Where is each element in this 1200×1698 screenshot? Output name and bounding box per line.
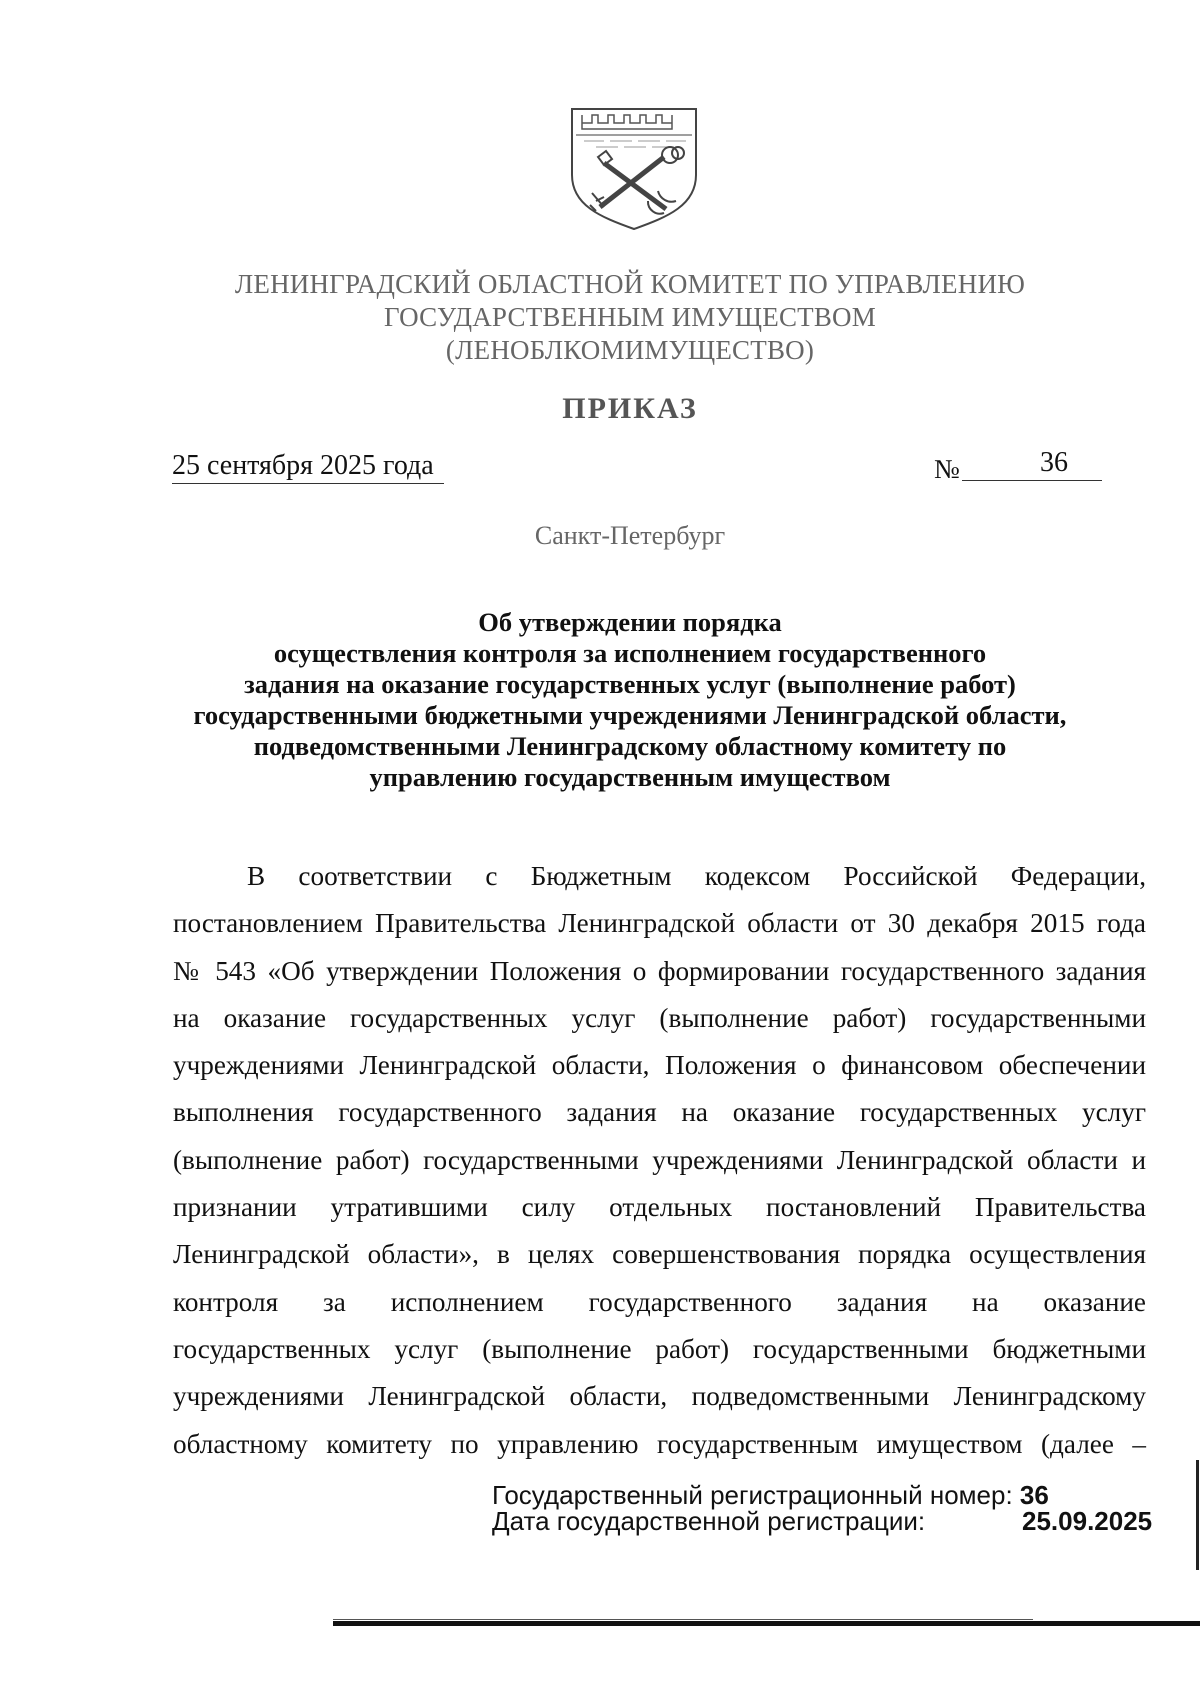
title-line: подведомственными Ленинградскому областному комитету по: [253, 731, 1007, 761]
scan-edge: [333, 1621, 1200, 1626]
body-line: на оказание государственных услуг (выполнение работ) государственными: [173, 1002, 1146, 1033]
document-date: 25 сентября 2025 года: [172, 449, 444, 484]
coat-of-arms-icon: [568, 105, 700, 233]
registration-date-label: Дата государственной регистрации:: [492, 1506, 926, 1536]
body-line: выполнения государственного задания на оказание государственных услуг: [173, 1097, 1146, 1128]
body-line: контроля за исполнением государственного задания на оказание: [173, 1286, 1146, 1317]
body-paragraph: [173, 853, 1146, 1468]
city: Санкт-Петербург: [534, 521, 726, 550]
title-line: управлению государственным имуществом: [369, 762, 891, 792]
body-line: (выполнение работ) государственными учреждениями Ленинградской области и: [173, 1144, 1146, 1175]
title-line: осуществления контроля за исполнением государственного: [273, 638, 987, 668]
body-line: областному комитету по управлению государственным имуществом (далее –: [173, 1428, 1146, 1459]
body-line: В соответствии с Бюджетным кодексом Российской Федерации,: [247, 861, 1146, 891]
agency-line: ЛЕНИНГРАДСКИЙ ОБЛАСТНОЙ КОМИТЕТ ПО УПРАВЛЕНИЮ: [234, 269, 1026, 299]
body-line: № 543 «Об утверждении Положения о формировании государственного задания: [173, 955, 1146, 986]
body-line: государственных услуг (выполнение работ) государственными бюджетными: [173, 1333, 1146, 1364]
body-line: признании утратившими силу отдельных постановлений Правительства: [173, 1192, 1146, 1223]
body-line: постановлением Правительства Ленинградской области от 30 декабря 2015 года: [173, 908, 1146, 939]
agency-line: (ЛЕНОБЛКОМИМУЩЕСТВО): [445, 335, 815, 365]
registration-date: 25.09.2025: [1022, 1506, 1153, 1536]
body-line: учреждениями Ленинградской области, подведомственными Ленинградскому: [173, 1381, 1146, 1412]
agency-name: [150, 268, 1110, 367]
document-type: ПРИКАЗ: [562, 392, 698, 425]
title-line: государственными бюджетными учреждениями Ленинградской области,: [193, 700, 1067, 730]
agency-line: ГОСУДАРСТВЕННЫМ ИМУЩЕСТВОМ: [384, 302, 876, 332]
registration-number: 36: [1019, 1480, 1049, 1510]
title-line: задания на оказание государственных услуг (выполнение работ): [244, 669, 1016, 699]
document-title: [100, 607, 1160, 793]
body-line: учреждениями Ленинградской области, Положения о финансовом обеспечении: [173, 1050, 1146, 1081]
number-label: №: [934, 454, 960, 484]
scan-edge-right: [1196, 1460, 1199, 1570]
body-line: Ленинградской области», в целях совершенствования порядка осуществления: [173, 1239, 1146, 1270]
registration-stamp: [492, 1480, 1153, 1536]
document-number: 36: [1040, 447, 1068, 478]
scan-line: [333, 1619, 1033, 1620]
title-line: Об утверждении порядка: [478, 607, 782, 637]
registration-number-label: Государственный регистрационный номер:: [492, 1480, 1013, 1510]
number-underline: [962, 480, 1102, 481]
